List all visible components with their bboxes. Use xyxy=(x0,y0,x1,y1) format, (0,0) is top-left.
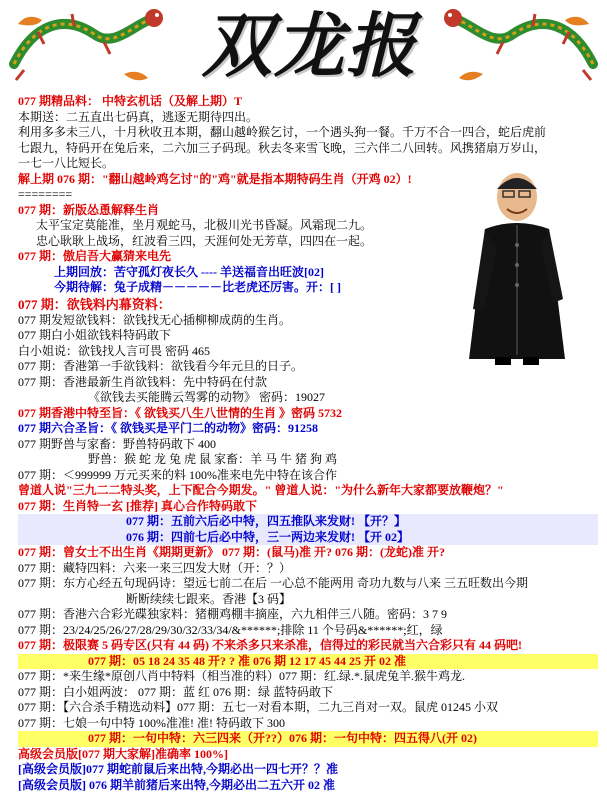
text-line: 077 期香港中特至旨：《 欲钱买八生八世情的生肖 》密码 5732 xyxy=(18,405,343,420)
text-line: 曾道人说"三九二二特头奖，上下配合今期发。" 曾道人说："为什么新年大家都要放鞭炮？" xyxy=(18,483,504,497)
text-line: 077 期：七娘一句中特 100%准准! 准! 特码敢下 300 xyxy=(18,715,285,730)
text-line: 解上期 076 期："翻山越岭鸡乞讨"的"鸡"就是指本期特码生肖（开鸡 02）! xyxy=(18,171,412,186)
text-line: 今期待解：兔子成精－－－－－比老虎还厉害。开：[ ] xyxy=(54,280,341,294)
text-line: 077 期：＜999999 万元买来的料 100%准来电先中特在该合作 xyxy=(18,467,337,482)
text-line: 077 期：东方心经五句现码诗：望远七前二在后 一心总不能两用 奇功九数与八来 三五旺数出今期 xyxy=(18,576,529,590)
text-line: 077 期：23/24/25/26/27/28/29/30/32/33/34/&******;排除 11 个号码&******;红，绿 xyxy=(18,622,443,637)
text-line: 上期回放：苦守孤灯夜长久 ---- 羊送福音出旺波[02] xyxy=(54,264,324,279)
text-line: 077 期：藏特四料：六来一来三四发大财（开：？） xyxy=(18,560,292,575)
text-line: 077 期野兽与家畜：野兽特码敢下 400 xyxy=(18,436,217,451)
text-line: 太平宝定莫能准，坐月观蛇马，北极川光书昏凝。风霜现二九。 xyxy=(36,218,373,232)
text-line: 077 期精品料： 中特玄机话（及解上期）T xyxy=(18,94,243,108)
text-line: ======== xyxy=(18,187,73,201)
text-line: 077 期：新版怂恿解释生肖 xyxy=(18,202,160,217)
text-line: 077 期：香港第一手欲钱料：欲钱看今年元旦的日子。 xyxy=(18,359,304,373)
text-line: 077 期：生肖特一玄 [推荐] 真心合作特码敢下 xyxy=(18,498,257,513)
dragon-left-icon xyxy=(4,4,164,88)
text-line: 077 期：香港六合彩光碟独家料：猪棚鸡棚丰摘座，六九相伴三八随。密码：3 7 9 xyxy=(18,607,448,621)
text-line: 野兽：猴 蛇 龙 兔 虎 鼠 家畜：羊 马 牛 猪 狗 鸡 xyxy=(88,452,338,466)
text-line: 忠心耿耿上战场，红波看三四，天涯何处无芳草，四四在一起。 xyxy=(36,233,373,248)
text-line: 《欲钱去买能腾云驾雾的动物》 密码：19027 xyxy=(88,390,326,404)
text-line: 白小姐说：欲钱找人言可畏 密码 465 xyxy=(18,343,211,358)
text-line: [高级会员版]077 期蛇前鼠后来出特,今期必出一四七开？？准 xyxy=(18,762,338,776)
text-line: 高级会员版[077 期大家解]准确率 100%] xyxy=(18,746,228,761)
text-line: 一七一八比短长。 xyxy=(18,156,115,170)
text-line: 077 期：傲启吾大赢猜来电先 xyxy=(18,249,172,263)
text-line: 利用多多未三八，十月秋收丑本期，翻山越岭猴乞讨，一个遇头狗一餐。千万不合一四合，蛇后虎前 xyxy=(18,125,547,139)
text-line: 076 期：四前七后必中特，三一两边来发财! 【开 02】 xyxy=(18,530,598,546)
text-line: 断断续续七跟来。香港【3 码】 xyxy=(126,591,292,606)
text-line: 077 期六合圣旨：《 欲钱买是平门二的动物》密码：91258 xyxy=(18,421,319,435)
dragon-right-icon xyxy=(443,4,603,88)
banner xyxy=(0,0,607,92)
content xyxy=(18,94,598,793)
text-line: 077 期发短欲钱料：欲钱找无心插柳柳成荫的生肖。 xyxy=(18,312,292,327)
text-line: 077 期：极限赛 5 码专区(只有 44 码) 不来杀多只来杀准，信得过的彩民就当六合彩只有 44 码吧! xyxy=(18,638,522,652)
text-line: 077 期：*来生缘*原创八肖中特料（相当准的料）077 期：红.绿.*.鼠虎兔羊.猴牛鸡龙. xyxy=(18,669,466,683)
text-line: 077 期白小姐欲钱料特码敢下 xyxy=(18,328,172,342)
text-line: 077 期：白小姐两波： 077 期：蓝 红 076 期：绿 蓝特码敢下 xyxy=(18,684,334,699)
text-line: 077 期：五前六后必中特，四五推队来发财! 【开？】 xyxy=(18,514,598,530)
text-line: 077 期：05 18 24 35 48 开? ? 准 076 期 12 17 45 44 25 开 02 准 xyxy=(18,654,598,670)
text-line: 077 期：曾女士不出生肖《期期更新》 077 期：(鼠马)准 开? 076 期：(龙蛇)准 开? xyxy=(18,545,445,559)
text-line: 077 期：【六合杀手精选动料】077 期：五七一对看本期，二九三肖对一双。鼠虎 01245 小双 xyxy=(18,700,499,714)
text-line: 077 期：一句中特：六三四来（开??）076 期：一句中特：四五得八(开 02) xyxy=(18,731,598,747)
text-line: 七跟九，特码开在兔后来，二六加三子码现。秋去冬来雪飞晚，三六伴二八回转。风携猪扇万岁山， xyxy=(18,140,547,155)
text-line: 077 期：欲钱料内幕资料： xyxy=(18,296,171,312)
banner-title: 双龙报 xyxy=(202,4,418,87)
text-line: 本期送：二五直出七码真，逃逐无期待四出。 xyxy=(18,109,259,124)
text-line: 077 期：香港最新生肖欲钱料：先中特码在付款 xyxy=(18,374,268,389)
text-line: [高级会员版] 076 期羊前猪后来出特,今期必出二五六开 02 准 xyxy=(18,777,335,792)
